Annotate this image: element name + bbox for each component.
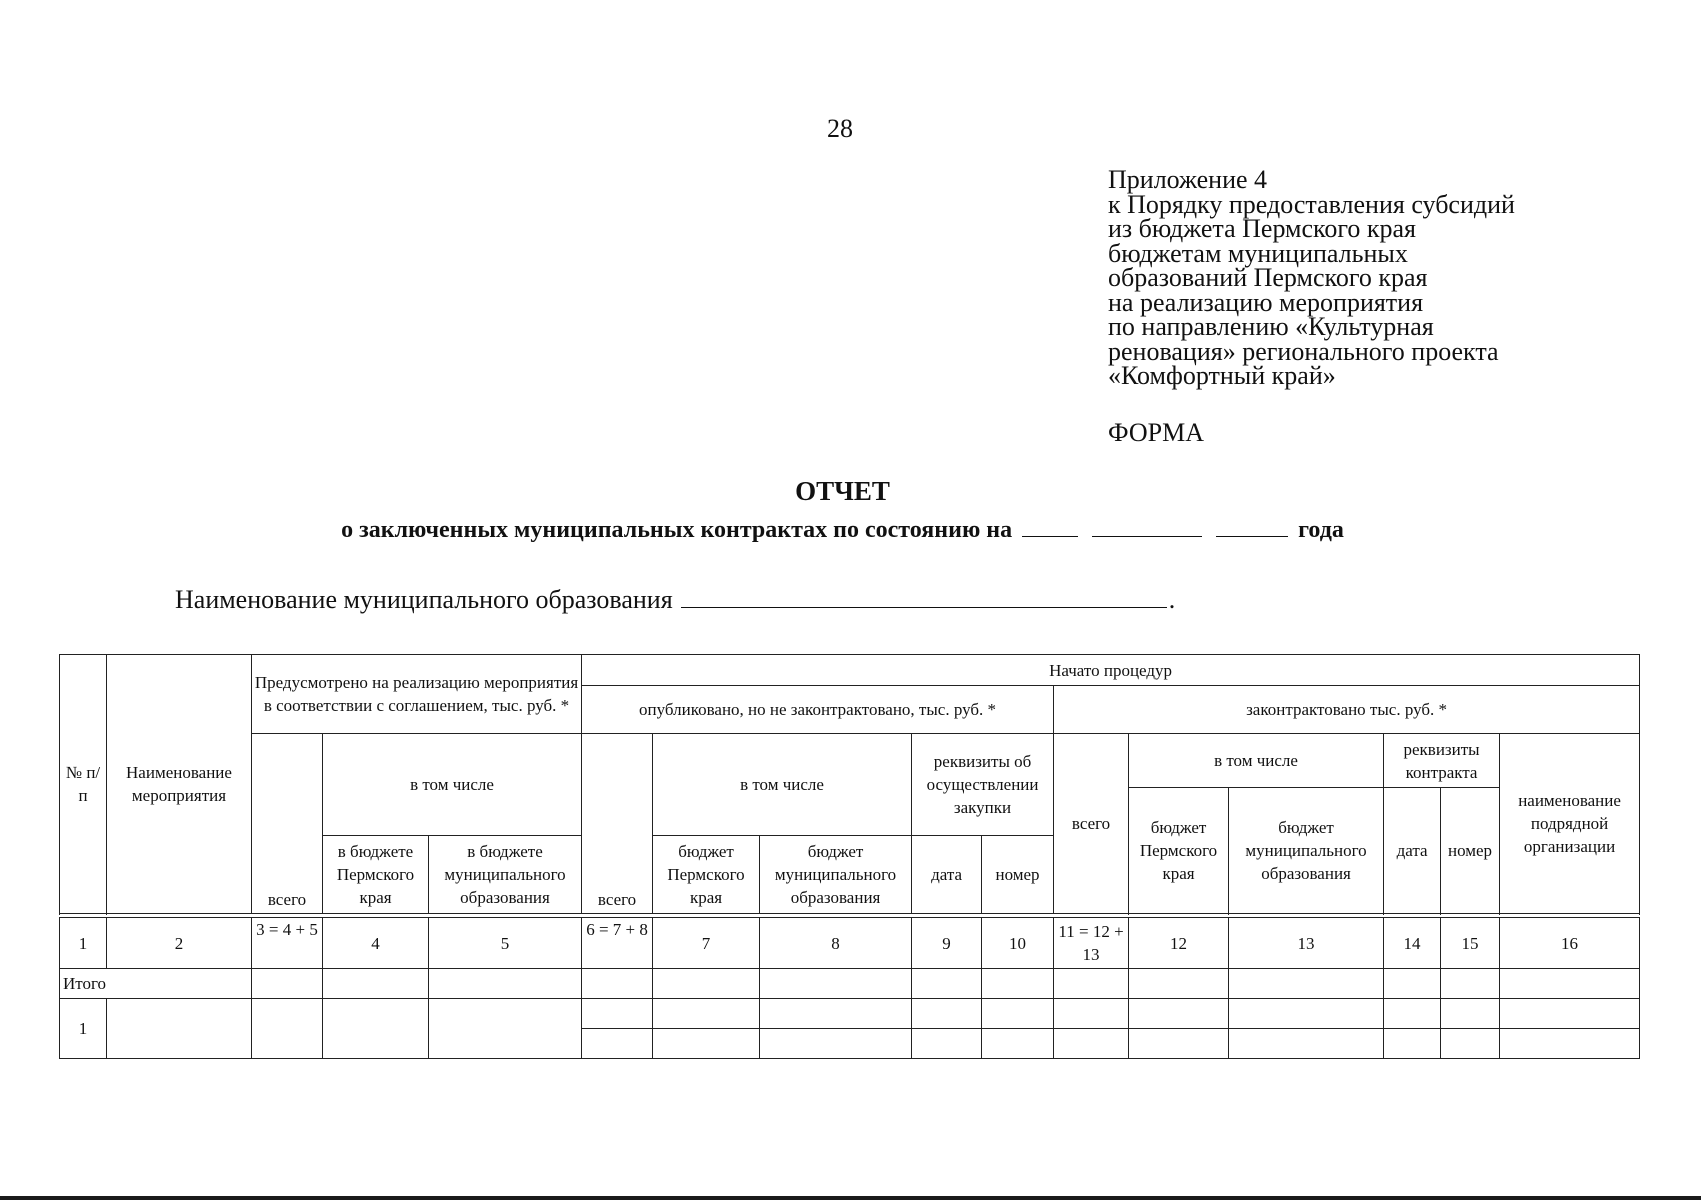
table-cell <box>1054 1029 1129 1059</box>
table-cell <box>1129 999 1229 1029</box>
column-number: 15 <box>1441 918 1500 969</box>
table-cell <box>982 999 1054 1029</box>
column-number: 8 <box>760 918 912 969</box>
header-published-including: в том числе <box>653 734 912 836</box>
column-number: 16 <box>1500 918 1640 969</box>
scan-edge <box>0 1196 1701 1200</box>
table-cell <box>1500 969 1640 999</box>
table-cell <box>1500 1029 1640 1059</box>
column-number: 2 <box>107 918 252 969</box>
header-planned-total: всего <box>252 734 323 914</box>
report-title: ОТЧЕТ <box>795 476 890 506</box>
report-subtitle <box>0 516 1685 544</box>
header-procurement-number: номер <box>982 836 1054 914</box>
table-cell <box>1054 999 1129 1029</box>
header-contracted-including: в том числе <box>1129 734 1384 788</box>
column-number: 4 <box>323 918 429 969</box>
total-row-label: Итого <box>60 969 252 999</box>
table-cell <box>760 999 912 1029</box>
header-planned-including: в том числе <box>323 734 582 836</box>
table-cell <box>912 969 982 999</box>
table-cell <box>582 999 653 1029</box>
header-contract-number: номер <box>1441 788 1500 914</box>
table-cell <box>653 969 760 999</box>
subtitle-text: о заключенных муниципальных контрактах по состоянию на <box>341 517 1013 543</box>
header-published-region: бюджет Пермского края <box>653 836 760 914</box>
report-table <box>59 654 1640 1059</box>
table-cell <box>1229 1029 1384 1059</box>
header-planned-region: в бюджете Пермского края <box>323 836 429 914</box>
table-cell <box>1441 999 1500 1029</box>
page-number: 28 <box>827 114 853 143</box>
header-num: № п/п <box>60 655 107 914</box>
column-number: 3 = 4 + 5 <box>252 918 323 969</box>
table-cell <box>1229 969 1384 999</box>
appendix-line: к Порядку предоставления субсидий <box>1108 189 1515 219</box>
table-cell <box>912 999 982 1029</box>
table-cell <box>1054 969 1129 999</box>
table-cell <box>1229 999 1384 1029</box>
subtitle-suffix: года <box>1298 517 1344 543</box>
header-published-mun: бюджет муниципального образования <box>760 836 912 914</box>
table-cell <box>1129 1029 1229 1059</box>
table-cell <box>429 999 582 1059</box>
column-number: 14 <box>1384 918 1441 969</box>
appendix-line: Приложение 4 <box>1108 165 1268 194</box>
appendix-block <box>1108 165 1668 390</box>
table-cell <box>653 1029 760 1059</box>
header-contracted-total: всего <box>1054 734 1129 914</box>
table-cell <box>1384 1029 1441 1059</box>
date-year-blank <box>1216 516 1288 537</box>
appendix-line: реновация» регионального проекта <box>1108 336 1499 366</box>
municipality-label: Наименование муниципального образования <box>175 585 673 614</box>
column-number: 10 <box>982 918 1054 969</box>
municipality-end: . <box>1168 585 1176 614</box>
header-published: опубликовано, но не законтрактовано, тыс. руб. * <box>582 686 1054 734</box>
column-number: 7 <box>653 918 760 969</box>
table-cell <box>582 969 653 999</box>
table-cell <box>1129 969 1229 999</box>
date-month-blank <box>1092 516 1202 537</box>
table-cell <box>653 999 760 1029</box>
table-cell <box>252 969 323 999</box>
header-published-total: всего <box>582 734 653 914</box>
table-cell <box>1500 999 1640 1029</box>
appendix-line: на реализацию мероприятия <box>1108 287 1424 317</box>
form-label: ФОРМА <box>1108 418 1204 447</box>
table-cell <box>982 969 1054 999</box>
header-procurement-date: дата <box>912 836 982 914</box>
row-number: 1 <box>60 999 107 1059</box>
table-cell <box>1441 969 1500 999</box>
column-number: 5 <box>429 918 582 969</box>
appendix-line: «Комфортный край» <box>1108 361 1336 390</box>
table-cell <box>1384 999 1441 1029</box>
table-cell <box>323 969 429 999</box>
column-number: 6 = 7 + 8 <box>582 918 653 969</box>
table-cell <box>912 1029 982 1059</box>
appendix-line: из бюджета Пермского края <box>1108 214 1417 243</box>
header-contractor: наименование подрядной организации <box>1500 734 1640 914</box>
appendix-line: образований Пермского края <box>1108 263 1428 292</box>
header-planned-mun: в бюджете муниципального образования <box>429 836 582 914</box>
column-number: 12 <box>1129 918 1229 969</box>
municipality-blank <box>681 585 1167 608</box>
column-number: 11 = 12 + 13 <box>1054 918 1129 969</box>
table-cell <box>323 999 429 1059</box>
column-number: 13 <box>1229 918 1384 969</box>
table-cell <box>1441 1029 1500 1059</box>
date-day-blank <box>1022 516 1078 537</box>
header-started: Начато процедур <box>582 655 1640 686</box>
table-cell <box>982 1029 1054 1059</box>
table-cell <box>1384 969 1441 999</box>
column-number: 1 <box>60 918 107 969</box>
table-cell <box>760 1029 912 1059</box>
table-cell <box>429 969 582 999</box>
header-contract-details: реквизиты контракта <box>1384 734 1500 788</box>
header-name: Наименование мероприятия <box>107 655 252 914</box>
header-contracted: законтрактовано тыс. руб. * <box>1054 686 1640 734</box>
header-contracted-mun: бюджет муниципального образования <box>1229 788 1384 914</box>
table-cell <box>252 999 323 1059</box>
table-cell <box>582 1029 653 1059</box>
table-cell <box>107 999 252 1059</box>
municipality-line <box>175 585 1175 615</box>
appendix-line: по направлению «Культурная <box>1108 312 1434 341</box>
header-contracted-region: бюджет Пермского края <box>1129 788 1229 914</box>
appendix-line: бюджетам муниципальных <box>1108 238 1408 268</box>
column-number: 9 <box>912 918 982 969</box>
header-contract-date: дата <box>1384 788 1441 914</box>
header-procurement-details: реквизиты об осуществлении закупки <box>912 734 1054 836</box>
header-planned: Предусмотрено на реализацию мероприятия в соответствии с соглашением, тыс. руб. * <box>252 655 582 734</box>
table-cell <box>760 969 912 999</box>
